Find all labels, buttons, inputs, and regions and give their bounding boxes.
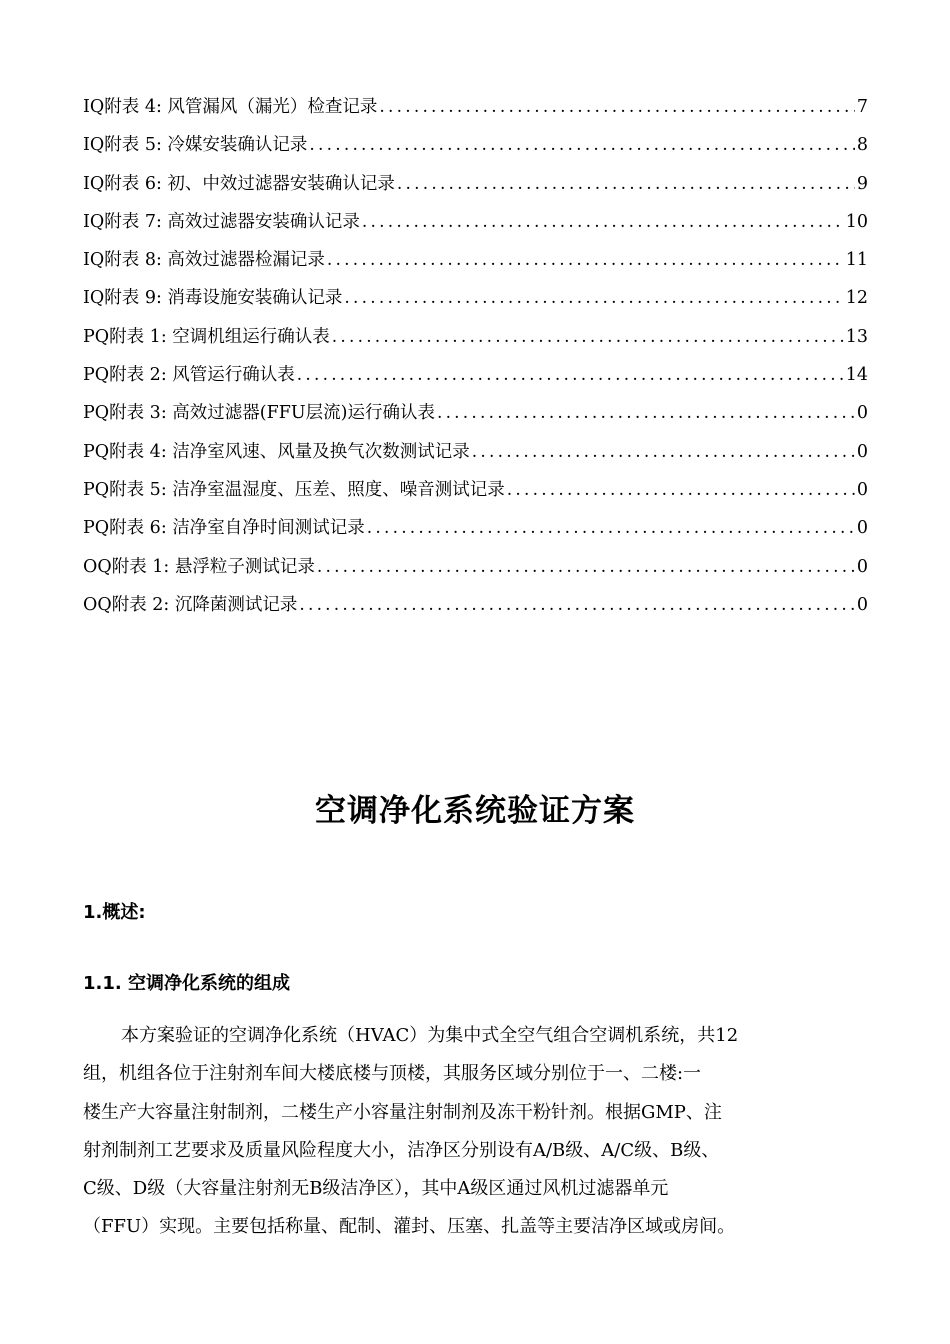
toc-entry-label: IQ附表 8: 高效过滤器检漏记录	[83, 250, 325, 271]
toc-entry-page: 11	[845, 250, 868, 271]
toc-entry-page: 0	[856, 441, 868, 462]
toc-entry[interactable]	[83, 241, 868, 279]
toc-entry-page: 0	[856, 403, 868, 424]
toc-leader-dots	[379, 88, 854, 126]
toc-leader-dots	[367, 509, 855, 547]
toc-entry-label: IQ附表 5: 冷媒安装确认记录	[83, 135, 308, 156]
toc-leader-dots	[437, 394, 855, 432]
toc-entry-label: IQ附表 7: 高效过滤器安装确认记录	[83, 211, 360, 232]
toc-entry-label: PQ附表 3: 高效过滤器(FFU层流)运行确认表	[83, 403, 435, 424]
toc-entry[interactable]	[83, 203, 868, 241]
toc-entry-page: 0	[856, 479, 868, 500]
toc-entry[interactable]	[83, 433, 868, 471]
toc-entry-page: 13	[845, 326, 868, 347]
toc-entry[interactable]	[83, 279, 868, 317]
toc-leader-dots	[317, 548, 855, 586]
toc-entry[interactable]	[83, 471, 868, 509]
paragraph-line: C级、D级（大容量注射剂无B级洁净区），其中A级区通过风机过滤器单元	[83, 1178, 669, 1200]
toc-entry-label: IQ附表 6: 初、中效过滤器安装确认记录	[83, 173, 395, 194]
toc-leader-dots	[362, 203, 844, 241]
toc-entry[interactable]	[83, 356, 868, 394]
subsection-heading: 1.1. 空调净化系统的组成	[83, 973, 290, 994]
toc-entry-label: IQ附表 9: 消毒设施安装确认记录	[83, 288, 343, 309]
toc-entry-page: 10	[845, 211, 868, 232]
section-heading: 1.概述:	[83, 902, 146, 923]
paragraph-line: 本方案验证的空调净化系统（HVAC）为集中式全空气组合空调机系统，共12	[121, 1025, 739, 1046]
toc-entry[interactable]	[83, 165, 868, 203]
paragraph-line: （FFU）实现。主要包括称量、配制、灌封、压塞、扎盖等主要洁净区域或房间。	[83, 1216, 736, 1238]
toc-entry[interactable]	[83, 126, 868, 164]
toc-leader-dots	[309, 126, 854, 164]
toc-leader-dots	[327, 241, 844, 279]
toc-entry[interactable]	[83, 509, 868, 547]
toc-entry-label: PQ附表 6: 洁净室自净时间测试记录	[83, 518, 365, 539]
toc-entry[interactable]	[83, 548, 868, 586]
toc-entry-label: PQ附表 1: 空调机组运行确认表	[83, 326, 330, 347]
toc-entry-page: 0	[856, 518, 868, 539]
toc-entry-page: 7	[856, 97, 868, 117]
table-of-contents	[83, 88, 868, 624]
toc-leader-dots	[472, 433, 855, 471]
toc-entry-label: PQ附表 4: 洁净室风速、风量及换气次数测试记录	[83, 441, 470, 462]
toc-entry-label: PQ附表 5: 洁净室温湿度、压差、照度、噪音测试记录	[83, 479, 505, 500]
toc-entry-page: 9	[856, 173, 868, 194]
toc-entry-label: OQ附表 2: 沉降菌测试记录	[83, 594, 298, 615]
document-title: 空调净化系统验证方案	[315, 793, 635, 829]
toc-entry-page: 0	[856, 594, 868, 615]
toc-entry-label: IQ附表 4: 风管漏风（漏光）检查记录	[83, 97, 378, 117]
body-paragraph	[83, 1017, 868, 1247]
toc-entry-page: 0	[856, 556, 868, 577]
toc-entry[interactable]	[83, 318, 868, 356]
paragraph-line: 楼生产大容量注射制剂，二楼生产小容量注射制剂及冻干粉针剂。根据GMP、注	[83, 1101, 722, 1123]
toc-leader-dots	[332, 318, 844, 356]
toc-leader-dots	[299, 586, 855, 624]
toc-entry-page: 12	[845, 288, 868, 309]
toc-leader-dots	[397, 165, 855, 203]
toc-leader-dots	[507, 471, 855, 509]
toc-entry-label: OQ附表 1: 悬浮粒子测试记录	[83, 556, 315, 577]
toc-leader-dots	[297, 356, 844, 394]
toc-entry-page: 8	[856, 135, 868, 156]
toc-entry[interactable]	[83, 394, 868, 432]
toc-entry[interactable]	[83, 586, 868, 624]
paragraph-line: 射剂制剂工艺要求及质量风险程度大小，洁净区分别设有A/B级、A/C级、B级、	[83, 1139, 720, 1161]
paragraph-line: 组，机组各位于注射剂车间大楼底楼与顶楼，其服务区域分别位于一、二楼:一	[83, 1063, 702, 1085]
toc-leader-dots	[344, 279, 843, 317]
toc-entry-label: PQ附表 2: 风管运行确认表	[83, 365, 295, 386]
toc-entry-page: 14	[845, 365, 868, 386]
toc-entry[interactable]	[83, 88, 868, 126]
